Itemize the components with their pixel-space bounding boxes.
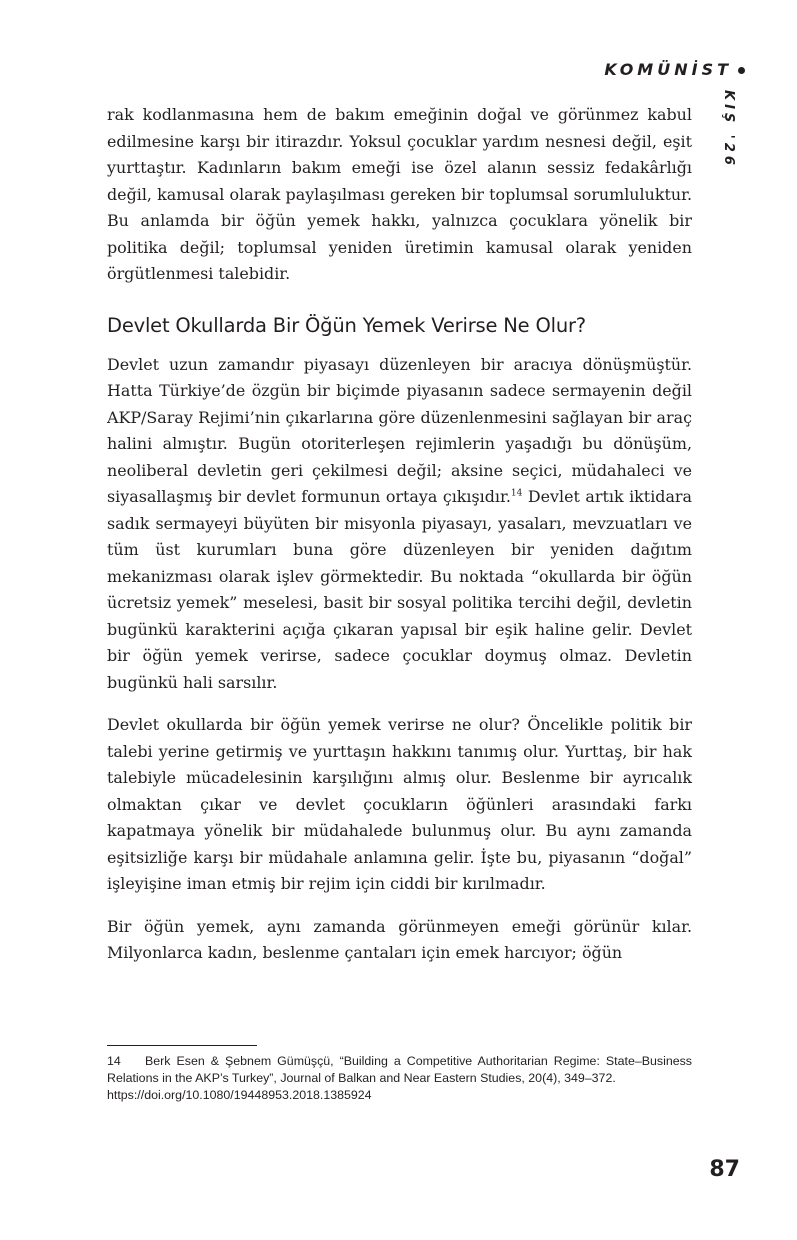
- paragraph-1: [107, 352, 692, 697]
- journal-title: KOMÜNİST: [604, 60, 732, 79]
- footnote-url[interactable]: https://doi.org/10.1080/19448953.2018.1385924: [107, 1088, 372, 1102]
- paragraph-1-continuation: Devlet artık iktidara sadık sermayeyi büyüten bir misyonla piyasayı, yasaları, mevzuatları ve tüm üst kurumları buna göre düzenleyen bir yeniden dağıtım mekanizması olarak işlev görmektedir. Bu noktada “okullarda bir öğün ücretsiz yemek” meselesi, basit bir sosyal politika tercihi değil, devletin bugünkü karakterini açığa çıkaran yapısal bir eşik haline gelir. Devlet bir öğün yemek verirse, sadece çocuklar doymuş olmaz. Devletin bugünkü hali sarsılır.: [107, 487, 692, 692]
- intro-paragraph: rak kodlanmasına hem de bakım emeğinin doğal ve görünmez kabul edilmesine karşı bir itirazdır. Yoksul çocuklar yardım nesnesi değil, eşit yurttaştır. Kadınların bakım emeği ise özel alanın sessiz fedakârlığı değil, kamusal olarak paylaşılması gereken bir toplumsal sorumluluktur. Bu anlamda bir öğün yemek hakkı, yalnızca çocuklara yönelik bir politika değil; toplumsal yeniden üretimin kamusal olarak yeniden örgütlenmesi talebidir.: [107, 105, 692, 283]
- running-head: [604, 60, 745, 79]
- paragraph-3: Bir öğün yemek, aynı zamanda görünmeyen emeği görünür kılar. Milyonlarca kadın, beslenme çantaları için emek harcıyor; öğün: [107, 916, 692, 962]
- paragraph-1-text: Devlet uzun zamandır piyasayı düzenleyen bir aracıya dönüşmüştür. Hatta Türkiye’de özgün bir biçimde piyasanın sadece sermayenin değil AKP/Saray Rejimi’nin çıkarlarına göre düzenlenmesini sağlayan bir araç halini almıştır. Bugün otoriterleşen rejimlerin yaşadığı bu dönüşüm, neoliberal devletin geri çekilmesi değil; aksine seçici, müdahaleci ve siyasallaşmış bir devlet formunun ortaya çıkışıdır.: [107, 354, 692, 506]
- footnote-text: Berk Esen & Şebnem Gümüşçü, “Building a Competitive Authoritarian Regime: State–Business Relations in the AKP’s Turkey”, Journal of Balkan and Near Eastern Studies, 20(4), 349–372.: [107, 1054, 692, 1085]
- article-body: [107, 102, 692, 967]
- footnote-number: 14: [107, 1054, 121, 1068]
- paragraph-2: Devlet okullarda bir öğün yemek verirse ne olur? Öncelikle politik bir talebi yerine getirmiş ve yurttaşın hakkını tanımış olur. Yurttaş, bir hak talebiyle mücadelesinin karşılığını almış olur. Beslenme bir ayrıcalık olmaktan çıkar ve devlet çocukların öğünleri arasındaki farkı kapatmaya yönelik bir müdahalede bulunmuş olur. Bu aynı zamanda eşitsizliğe karşı bir müdahale anlamına gelir. İşte bu, piyasanın “doğal” işleyişine iman etmiş bir rejim için ciddi bir kırılmadır.: [107, 715, 692, 893]
- section-heading: Devlet Okullarda Bir Öğün Yemek Verirse Ne Olur?: [107, 313, 586, 337]
- bullet-icon: [738, 67, 745, 74]
- issue-tab: [721, 90, 741, 169]
- footnote-14: [107, 1053, 692, 1087]
- footnote-divider: [107, 1045, 257, 1046]
- footnotes: [107, 1053, 692, 1104]
- page-number: 87: [709, 1157, 740, 1182]
- issue-label: KIŞ '26: [721, 90, 736, 169]
- footnote-reference[interactable]: 14: [510, 488, 523, 499]
